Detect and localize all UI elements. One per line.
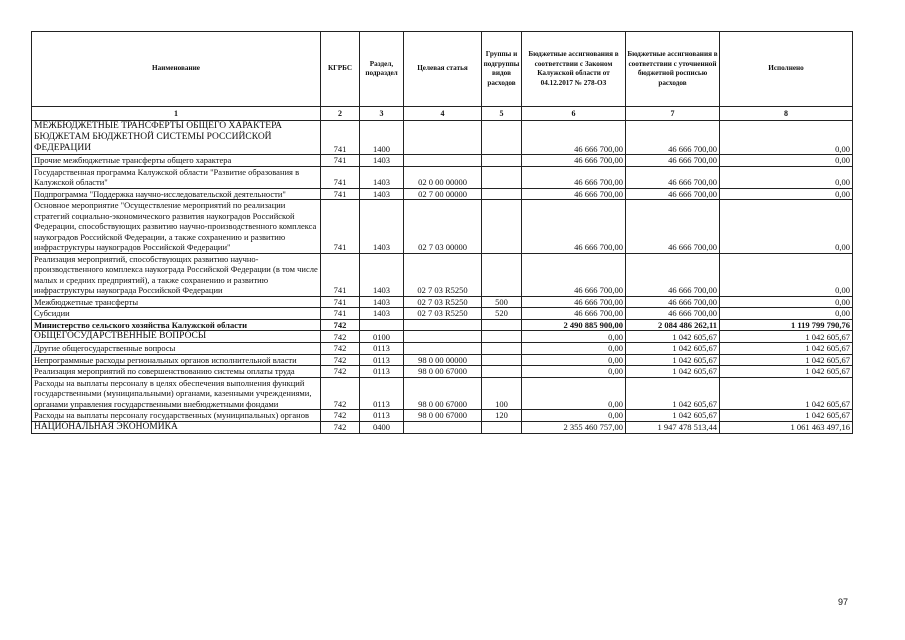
row-group: [482, 421, 522, 433]
row-executed: 1 042 605,67: [720, 331, 853, 343]
table-row: [32, 296, 853, 308]
row-section: 0100: [360, 331, 404, 343]
row-refined: 1 042 605,67: [626, 354, 720, 366]
row-executed: 0,00: [720, 121, 853, 155]
col-number: 8: [720, 107, 853, 121]
col-header-law: Бюджетные ассигнования в соответствии с Законом Калужской области от 04.12.2017 № 278-ОЗ: [522, 32, 626, 107]
col-number: 2: [321, 107, 360, 121]
row-group: [482, 253, 522, 296]
row-group: [482, 354, 522, 366]
row-law: 46 666 700,00: [522, 253, 626, 296]
row-name: Государственная программа Калужской области "Развитие образования в Калужской области": [32, 166, 321, 188]
row-section: 0113: [360, 410, 404, 422]
row-kgrbs: 741: [321, 121, 360, 155]
row-executed: 1 061 463 497,16: [720, 421, 853, 433]
row-name: ОБЩЕГОСУДАРСТВЕННЫЕ ВОПРОСЫ: [32, 331, 321, 343]
table-row: [32, 410, 853, 422]
row-name: Расходы на выплаты персоналу государственных (муниципальных) органов: [32, 410, 321, 422]
row-kgrbs: 741: [321, 166, 360, 188]
row-target: [404, 343, 482, 355]
col-number: 5: [482, 107, 522, 121]
table-row: [32, 319, 853, 331]
col-header-refined: Бюджетные ассигнования в соответствии с уточненной бюджетной росписью расходов: [626, 32, 720, 107]
row-kgrbs: 742: [321, 319, 360, 331]
row-target: 98 0 00 67000: [404, 410, 482, 422]
row-law: 2 490 885 900,00: [522, 319, 626, 331]
row-name: НАЦИОНАЛЬНАЯ ЭКОНОМИКА: [32, 421, 321, 433]
row-law: 46 666 700,00: [522, 121, 626, 155]
row-executed: 1 042 605,67: [720, 410, 853, 422]
row-executed: 0,00: [720, 296, 853, 308]
row-kgrbs: 741: [321, 253, 360, 296]
budget-table: [31, 31, 853, 434]
row-executed: 1 042 605,67: [720, 354, 853, 366]
row-law: 46 666 700,00: [522, 155, 626, 167]
row-name: Субсидии: [32, 308, 321, 320]
col-header-groups: Группы и подгруппы видов расходов: [482, 32, 522, 107]
table-row: [32, 121, 853, 155]
row-law: 2 355 460 757,00: [522, 421, 626, 433]
row-refined: 2 084 486 262,11: [626, 319, 720, 331]
row-kgrbs: 742: [321, 410, 360, 422]
row-executed: 0,00: [720, 253, 853, 296]
col-number: 3: [360, 107, 404, 121]
column-number-row: [32, 107, 853, 121]
row-target: [404, 421, 482, 433]
table-row: [32, 354, 853, 366]
col-number: 1: [32, 107, 321, 121]
row-target: [404, 155, 482, 167]
row-group: 120: [482, 410, 522, 422]
row-section: 1403: [360, 188, 404, 200]
row-name: Подпрограмма "Поддержка научно-исследовательской деятельности": [32, 188, 321, 200]
row-section: 1400: [360, 121, 404, 155]
row-refined: 46 666 700,00: [626, 188, 720, 200]
row-section: 1403: [360, 166, 404, 188]
row-group: [482, 319, 522, 331]
row-kgrbs: 742: [321, 343, 360, 355]
row-refined: 46 666 700,00: [626, 200, 720, 254]
col-header-section: Раздел, подраздел: [360, 32, 404, 107]
row-executed: 1 042 605,67: [720, 343, 853, 355]
col-number: 6: [522, 107, 626, 121]
row-target: 02 0 00 00000: [404, 166, 482, 188]
row-law: 46 666 700,00: [522, 188, 626, 200]
row-section: 0400: [360, 421, 404, 433]
col-number: 7: [626, 107, 720, 121]
row-executed: 0,00: [720, 188, 853, 200]
row-group: 520: [482, 308, 522, 320]
row-section: 1403: [360, 155, 404, 167]
row-target: 02 7 03 R5250: [404, 253, 482, 296]
row-refined: 46 666 700,00: [626, 121, 720, 155]
row-refined: 1 042 605,67: [626, 410, 720, 422]
row-kgrbs: 741: [321, 200, 360, 254]
row-name: Прочие межбюджетные трансферты общего характера: [32, 155, 321, 167]
row-kgrbs: 742: [321, 366, 360, 378]
row-section: 1403: [360, 308, 404, 320]
row-kgrbs: 742: [321, 421, 360, 433]
row-name: Расходы на выплаты персоналу в целях обеспечения выполнения функций государственными (муниципальными) органами, казенными учреждениями, органами управления государственными внебюджетными фондами: [32, 377, 321, 410]
row-target: 02 7 00 00000: [404, 188, 482, 200]
row-kgrbs: 741: [321, 296, 360, 308]
row-group: [482, 188, 522, 200]
row-law: 0,00: [522, 331, 626, 343]
table-row: [32, 308, 853, 320]
col-header-name: Наименование: [32, 32, 321, 107]
row-target: [404, 331, 482, 343]
row-law: 0,00: [522, 354, 626, 366]
row-kgrbs: 741: [321, 188, 360, 200]
row-target: 02 7 03 R5250: [404, 296, 482, 308]
row-refined: 1 042 605,67: [626, 377, 720, 410]
row-refined: 1 042 605,67: [626, 331, 720, 343]
row-section: 0113: [360, 343, 404, 355]
row-group: [482, 366, 522, 378]
table-row: [32, 421, 853, 433]
row-law: 46 666 700,00: [522, 296, 626, 308]
row-group: 100: [482, 377, 522, 410]
row-refined: 46 666 700,00: [626, 253, 720, 296]
row-group: [482, 343, 522, 355]
row-law: 46 666 700,00: [522, 308, 626, 320]
row-target: 98 0 00 00000: [404, 354, 482, 366]
row-section: 0113: [360, 354, 404, 366]
row-law: 46 666 700,00: [522, 166, 626, 188]
row-kgrbs: 742: [321, 354, 360, 366]
row-refined: 46 666 700,00: [626, 308, 720, 320]
header-row: [32, 32, 853, 107]
table-row: [32, 343, 853, 355]
row-executed: 1 042 605,67: [720, 377, 853, 410]
row-refined: 46 666 700,00: [626, 296, 720, 308]
row-group: [482, 331, 522, 343]
row-name: Непрограммные расходы региональных органов исполнительной власти: [32, 354, 321, 366]
row-executed: 1 042 605,67: [720, 366, 853, 378]
row-executed: 1 119 799 790,76: [720, 319, 853, 331]
col-number: 4: [404, 107, 482, 121]
row-name: МЕЖБЮДЖЕТНЫЕ ТРАНСФЕРТЫ ОБЩЕГО ХАРАКТЕРА БЮДЖЕТАМ БЮДЖЕТНОЙ СИСТЕМЫ РОССИЙСКОЙ ФЕДЕРАЦИИ: [32, 121, 321, 155]
row-law: 0,00: [522, 410, 626, 422]
table-row: [32, 200, 853, 254]
row-target: 98 0 00 67000: [404, 377, 482, 410]
row-name: Министерство сельского хозяйства Калужской области: [32, 319, 321, 331]
row-refined: 1 042 605,67: [626, 343, 720, 355]
row-law: 46 666 700,00: [522, 200, 626, 254]
row-group: [482, 166, 522, 188]
row-section: [360, 319, 404, 331]
row-target: 02 7 03 00000: [404, 200, 482, 254]
table-row: [32, 377, 853, 410]
row-refined: 1 947 478 513,44: [626, 421, 720, 433]
row-refined: 1 042 605,67: [626, 366, 720, 378]
row-name: Основное мероприятие "Осуществление мероприятий по реализации стратегий социально-экономического развития наукоградов Российской Федерации, способствующих развитию научно-производственного комплекса наукоградов Российской Федерации, а также сохранению и развитию инфраструктуры наукоградов Российской Федерации": [32, 200, 321, 254]
row-law: 0,00: [522, 366, 626, 378]
col-header-kgrbs: КГРБС: [321, 32, 360, 107]
row-refined: 46 666 700,00: [626, 166, 720, 188]
row-group: [482, 200, 522, 254]
row-name: Другие общегосударственные вопросы: [32, 343, 321, 355]
row-section: 1403: [360, 200, 404, 254]
row-name: Реализация мероприятий по совершенствованию системы оплаты труда: [32, 366, 321, 378]
table-row: [32, 155, 853, 167]
row-kgrbs: 742: [321, 331, 360, 343]
row-target: [404, 121, 482, 155]
page-number: 97: [838, 597, 849, 607]
table-row: [32, 188, 853, 200]
row-kgrbs: 741: [321, 308, 360, 320]
row-law: 0,00: [522, 377, 626, 410]
row-executed: 0,00: [720, 200, 853, 254]
table-row: [32, 166, 853, 188]
row-executed: 0,00: [720, 155, 853, 167]
table-row: [32, 331, 853, 343]
row-refined: 46 666 700,00: [626, 155, 720, 167]
table-row: [32, 253, 853, 296]
table-row: [32, 366, 853, 378]
row-kgrbs: 742: [321, 377, 360, 410]
row-executed: 0,00: [720, 308, 853, 320]
row-section: 1403: [360, 253, 404, 296]
row-target: 02 7 03 R5250: [404, 308, 482, 320]
row-section: 1403: [360, 296, 404, 308]
col-header-executed: Исполнено: [720, 32, 853, 107]
row-group: 500: [482, 296, 522, 308]
row-name: Межбюджетные трансферты: [32, 296, 321, 308]
row-law: 0,00: [522, 343, 626, 355]
row-kgrbs: 741: [321, 155, 360, 167]
row-group: [482, 121, 522, 155]
row-target: 98 0 00 67000: [404, 366, 482, 378]
row-name: Реализация мероприятий, способствующих развитию научно-производственного комплекса наукограда Российской Федерации (в том числе малых и средних предприятий), а также сохранению и развитию инфраструктуры наукограда Российской Федерации: [32, 253, 321, 296]
row-group: [482, 155, 522, 167]
row-executed: 0,00: [720, 166, 853, 188]
row-target: [404, 319, 482, 331]
row-section: 0113: [360, 377, 404, 410]
col-header-target: Целевая статья: [404, 32, 482, 107]
row-section: 0113: [360, 366, 404, 378]
